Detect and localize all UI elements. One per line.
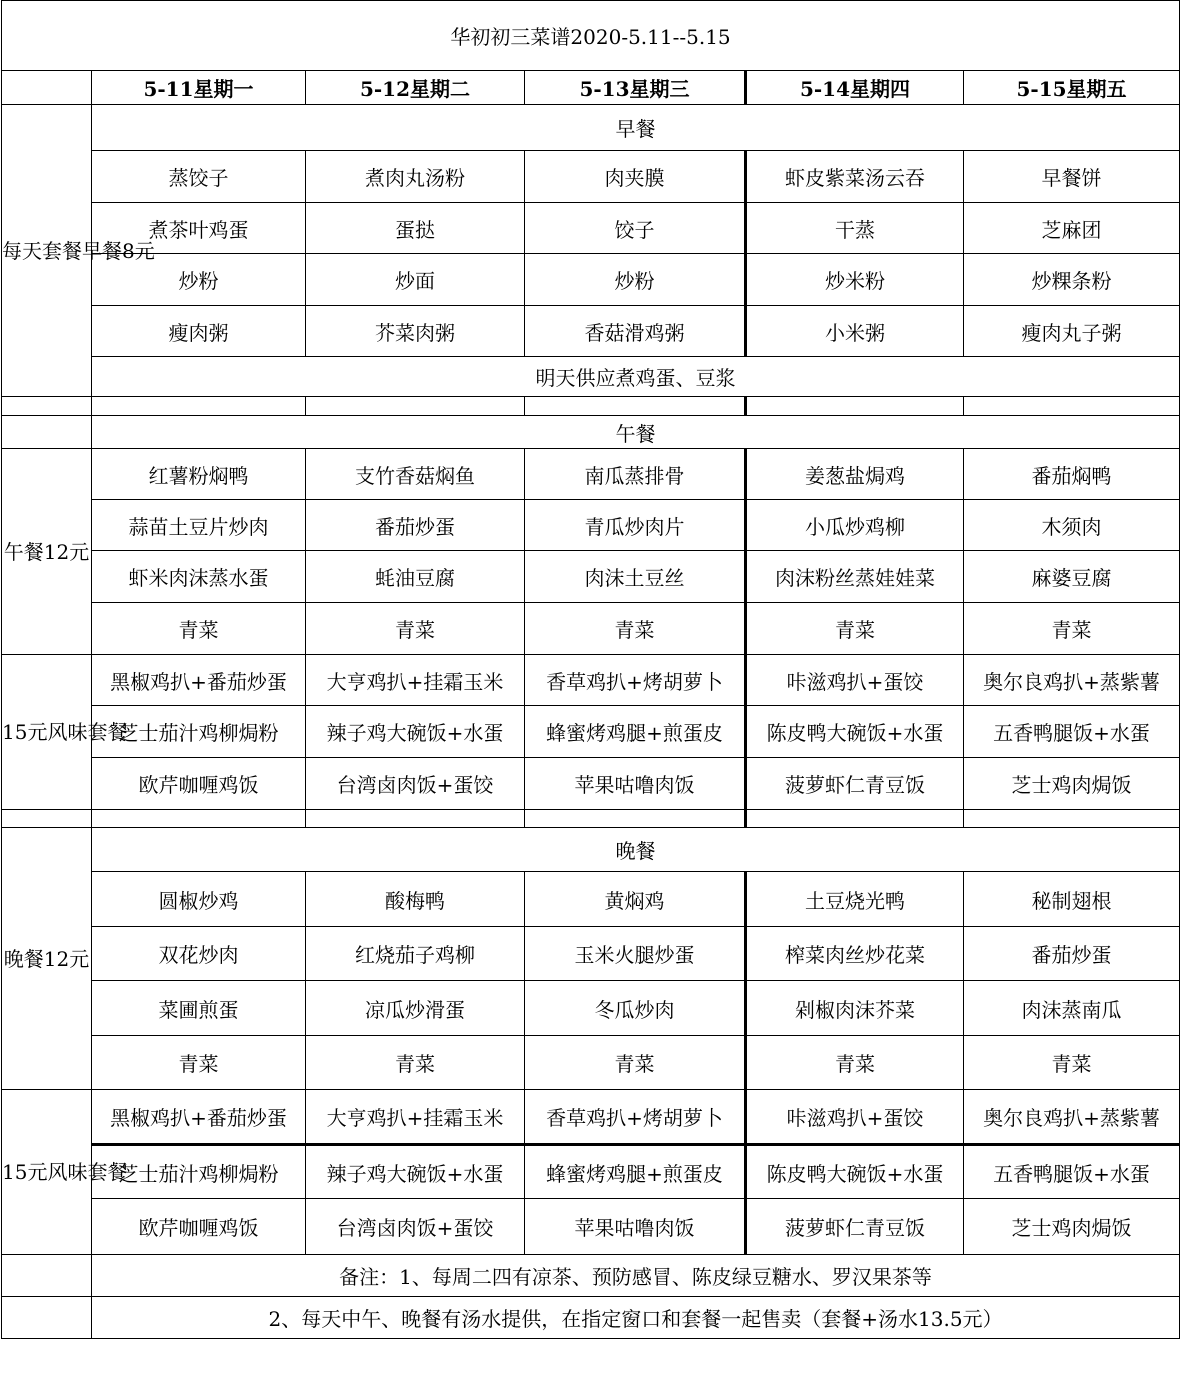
menu-cell: 剁椒肉沫芥菜 bbox=[746, 981, 964, 1036]
menu-cell: 双花炒肉 bbox=[92, 927, 306, 981]
spacer-cell bbox=[746, 397, 964, 416]
menu-cell: 肉夹膜 bbox=[525, 151, 746, 203]
spacer-cell bbox=[306, 397, 525, 416]
blank-label-cell bbox=[2, 1297, 92, 1339]
spacer-cell bbox=[746, 810, 964, 828]
menu-cell: 蒸饺子 bbox=[92, 151, 306, 203]
menu-cell: 青菜 bbox=[964, 1036, 1180, 1090]
menu-cell: 煮茶叶鸡蛋 bbox=[92, 203, 306, 254]
menu-cell: 咔滋鸡扒+蛋饺 bbox=[746, 655, 964, 706]
spacer-cell bbox=[306, 810, 525, 828]
blank-label-cell bbox=[2, 416, 92, 449]
menu-cell: 蜂蜜烤鸡腿+煎蛋皮 bbox=[525, 706, 746, 758]
menu-cell: 奥尔良鸡扒+蒸紫薯 bbox=[964, 1090, 1180, 1145]
day-header: 5-15星期五 bbox=[964, 71, 1180, 105]
menu-cell: 支竹香菇焖鱼 bbox=[306, 449, 525, 500]
menu-cell: 蒜苗土豆片炒肉 bbox=[92, 500, 306, 551]
menu-cell: 圆椒炒鸡 bbox=[92, 872, 306, 927]
menu-cell: 红薯粉焖鸭 bbox=[92, 449, 306, 500]
menu-cell: 肉沫粉丝蒸娃娃菜 bbox=[746, 551, 964, 603]
menu-cell: 咔滋鸡扒+蛋饺 bbox=[746, 1090, 964, 1145]
menu-cell: 芝士茄汁鸡柳焗粉 bbox=[92, 706, 306, 758]
menu-cell: 南瓜蒸排骨 bbox=[525, 449, 746, 500]
lunch-label: 午餐12元 bbox=[2, 449, 92, 655]
menu-cell: 青菜 bbox=[306, 603, 525, 655]
page-title: 华初初三菜谱2020-5.11--5.15 bbox=[2, 1, 1180, 71]
menu-cell: 酸梅鸭 bbox=[306, 872, 525, 927]
lunch-set-label: 15元风味套餐 bbox=[2, 655, 92, 810]
menu-cell: 炒粉 bbox=[525, 254, 746, 306]
menu-cell: 番茄焖鸭 bbox=[964, 449, 1180, 500]
menu-cell: 瘦肉丸子粥 bbox=[964, 306, 1180, 357]
menu-cell: 麻婆豆腐 bbox=[964, 551, 1180, 603]
note-line: 2、每天中午、晚餐有汤水提供，在指定窗口和套餐一起售卖（套餐+汤水13.5元） bbox=[92, 1297, 1180, 1339]
menu-cell: 芝士茄汁鸡柳焗粉 bbox=[92, 1145, 306, 1199]
menu-cell: 菠萝虾仁青豆饭 bbox=[746, 758, 964, 810]
menu-cell: 五香鸭腿饭+水蛋 bbox=[964, 1145, 1180, 1199]
menu-cell: 苹果咕噜肉饭 bbox=[525, 1199, 746, 1255]
dinner-label: 晚餐12元 bbox=[2, 828, 92, 1090]
spacer-cell bbox=[2, 810, 92, 828]
menu-cell: 饺子 bbox=[525, 203, 746, 254]
menu-cell: 香菇滑鸡粥 bbox=[525, 306, 746, 357]
dinner-header: 晚餐 bbox=[92, 828, 1180, 872]
menu-cell: 瘦肉粥 bbox=[92, 306, 306, 357]
menu-cell: 欧芹咖喱鸡饭 bbox=[92, 1199, 306, 1255]
menu-cell: 黑椒鸡扒+番茄炒蛋 bbox=[92, 655, 306, 706]
menu-cell: 青菜 bbox=[525, 603, 746, 655]
menu-cell: 青菜 bbox=[306, 1036, 525, 1090]
menu-cell: 青菜 bbox=[92, 603, 306, 655]
breakfast-header: 早餐 bbox=[92, 105, 1180, 151]
menu-cell: 辣子鸡大碗饭+水蛋 bbox=[306, 706, 525, 758]
spacer-cell bbox=[525, 810, 746, 828]
day-header: 5-13星期三 bbox=[525, 71, 746, 105]
note-line: 备注：1、每周二四有凉茶、预防感冒、陈皮绿豆糖水、罗汉果茶等 bbox=[92, 1255, 1180, 1297]
menu-cell: 榨菜肉丝炒花菜 bbox=[746, 927, 964, 981]
spacer-cell bbox=[525, 397, 746, 416]
breakfast-note: 明天供应煮鸡蛋、豆浆 bbox=[92, 357, 1180, 397]
day-header: 5-12星期二 bbox=[306, 71, 525, 105]
menu-cell: 欧芹咖喱鸡饭 bbox=[92, 758, 306, 810]
menu-cell: 小米粥 bbox=[746, 306, 964, 357]
menu-cell: 香草鸡扒+烤胡萝卜 bbox=[525, 1090, 746, 1145]
spacer-cell bbox=[92, 810, 306, 828]
menu-cell: 青菜 bbox=[746, 1036, 964, 1090]
corner-cell bbox=[2, 71, 92, 105]
menu-cell: 蜂蜜烤鸡腿+煎蛋皮 bbox=[525, 1145, 746, 1199]
day-header: 5-11星期一 bbox=[92, 71, 306, 105]
menu-cell: 番茄炒蛋 bbox=[306, 500, 525, 551]
menu-cell: 台湾卤肉饭+蛋饺 bbox=[306, 758, 525, 810]
day-header: 5-14星期四 bbox=[746, 71, 964, 105]
menu-cell: 辣子鸡大碗饭+水蛋 bbox=[306, 1145, 525, 1199]
menu-cell: 青菜 bbox=[92, 1036, 306, 1090]
menu-cell: 姜葱盐焗鸡 bbox=[746, 449, 964, 500]
menu-cell: 玉米火腿炒蛋 bbox=[525, 927, 746, 981]
menu-cell: 芥菜肉粥 bbox=[306, 306, 525, 357]
menu-cell: 台湾卤肉饭+蛋饺 bbox=[306, 1199, 525, 1255]
menu-cell: 大亨鸡扒+挂霜玉米 bbox=[306, 655, 525, 706]
menu-cell: 青菜 bbox=[525, 1036, 746, 1090]
menu-cell: 番茄炒蛋 bbox=[964, 927, 1180, 981]
lunch-header: 午餐 bbox=[92, 416, 1180, 449]
menu-cell: 木须肉 bbox=[964, 500, 1180, 551]
menu-cell: 冬瓜炒肉 bbox=[525, 981, 746, 1036]
menu-cell: 红烧茄子鸡柳 bbox=[306, 927, 525, 981]
menu-cell: 奥尔良鸡扒+蒸紫薯 bbox=[964, 655, 1180, 706]
dinner-set-label: 15元风味套餐 bbox=[2, 1090, 92, 1255]
spacer-cell bbox=[964, 397, 1180, 416]
menu-cell: 黄焖鸡 bbox=[525, 872, 746, 927]
menu-cell: 凉瓜炒滑蛋 bbox=[306, 981, 525, 1036]
menu-cell: 炒面 bbox=[306, 254, 525, 306]
menu-cell: 早餐饼 bbox=[964, 151, 1180, 203]
menu-cell: 菠萝虾仁青豆饭 bbox=[746, 1199, 964, 1255]
menu-cell: 秘制翅根 bbox=[964, 872, 1180, 927]
menu-cell: 蚝油豆腐 bbox=[306, 551, 525, 603]
menu-cell: 芝士鸡肉焗饭 bbox=[964, 1199, 1180, 1255]
menu-cell: 芝士鸡肉焗饭 bbox=[964, 758, 1180, 810]
menu-cell: 蛋挞 bbox=[306, 203, 525, 254]
menu-cell: 苹果咕噜肉饭 bbox=[525, 758, 746, 810]
menu-cell: 肉沫蒸南瓜 bbox=[964, 981, 1180, 1036]
menu-cell: 陈皮鸭大碗饭+水蛋 bbox=[746, 1145, 964, 1199]
menu-cell: 菜圃煎蛋 bbox=[92, 981, 306, 1036]
menu-cell: 五香鸭腿饭+水蛋 bbox=[964, 706, 1180, 758]
menu-cell: 干蒸 bbox=[746, 203, 964, 254]
spacer-cell bbox=[92, 397, 306, 416]
menu-cell: 青菜 bbox=[964, 603, 1180, 655]
menu-cell: 炒米粉 bbox=[746, 254, 964, 306]
menu-cell: 炒粿条粉 bbox=[964, 254, 1180, 306]
menu-cell: 芝麻团 bbox=[964, 203, 1180, 254]
blank-label-cell bbox=[2, 1255, 92, 1297]
menu-cell: 煮肉丸汤粉 bbox=[306, 151, 525, 203]
menu-cell: 青瓜炒肉片 bbox=[525, 500, 746, 551]
menu-cell: 陈皮鸭大碗饭+水蛋 bbox=[746, 706, 964, 758]
spacer-cell bbox=[964, 810, 1180, 828]
breakfast-label: 每天套餐早餐8元 bbox=[2, 105, 92, 397]
menu-cell: 小瓜炒鸡柳 bbox=[746, 500, 964, 551]
menu-cell: 青菜 bbox=[746, 603, 964, 655]
menu-cell: 土豆烧光鸭 bbox=[746, 872, 964, 927]
menu-cell: 虾米肉沫蒸水蛋 bbox=[92, 551, 306, 603]
menu-cell: 黑椒鸡扒+番茄炒蛋 bbox=[92, 1090, 306, 1145]
menu-cell: 肉沫土豆丝 bbox=[525, 551, 746, 603]
menu-cell: 大亨鸡扒+挂霜玉米 bbox=[306, 1090, 525, 1145]
spacer-cell bbox=[2, 397, 92, 416]
menu-cell: 炒粉 bbox=[92, 254, 306, 306]
menu-table bbox=[1, 0, 1180, 1339]
menu-cell: 虾皮紫菜汤云吞 bbox=[746, 151, 964, 203]
menu-cell: 香草鸡扒+烤胡萝卜 bbox=[525, 655, 746, 706]
